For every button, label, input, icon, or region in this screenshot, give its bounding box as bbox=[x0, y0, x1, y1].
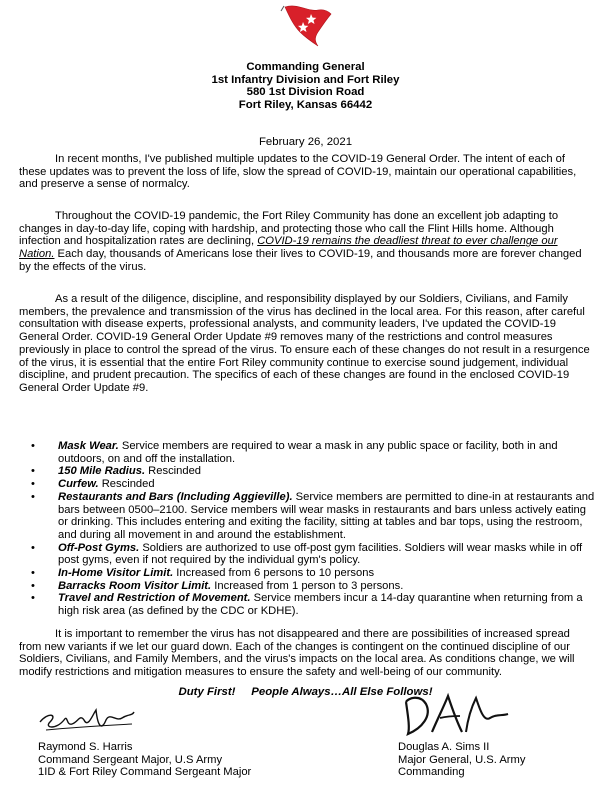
letterhead-line: 1st Infantry Division and Fort Riley bbox=[211, 73, 400, 86]
signer-name: Raymond S. Harris bbox=[38, 741, 133, 753]
item-text: Service members are required to wear a mask in any public space or facility, both in and outdoors, on and off the installation. bbox=[58, 440, 558, 465]
signature-block-right bbox=[398, 741, 525, 779]
item-label: Off-Post Gyms. bbox=[58, 541, 140, 554]
letterhead-line: Fort Riley, Kansas 66442 bbox=[238, 98, 373, 111]
bullet-glyph: • bbox=[31, 541, 35, 554]
signer-title: Commanding bbox=[398, 766, 465, 779]
list-item bbox=[19, 580, 597, 593]
signer-title: Major General, U.S. Army bbox=[398, 753, 526, 766]
motto-text: Duty First! People Always…All Else Follows! bbox=[178, 686, 433, 698]
item-text: Rescinded bbox=[145, 465, 202, 478]
item-text: Rescinded bbox=[98, 478, 155, 491]
item-label: Restaurants and Bars (Including Aggieville). bbox=[58, 490, 293, 503]
item-text: Increased from 6 persons to 10 persons bbox=[173, 567, 375, 580]
item-text: Service members incur a 14-day quarantine when returning from a high risk area (as defined by the CDC or KDHE). bbox=[58, 592, 583, 618]
signer-title: Command Sergeant Major, U.S Army bbox=[38, 753, 223, 766]
signature-block-left bbox=[38, 741, 251, 779]
item-label: Travel and Restriction of Movement. bbox=[58, 592, 251, 605]
emphasis-deadliest-threat: COVID-19 remains the deadliest threat to ever challenge our Nation. bbox=[19, 235, 558, 261]
list-item bbox=[19, 542, 597, 567]
bullet-glyph: • bbox=[31, 490, 35, 503]
letterhead-line: Commanding General bbox=[246, 61, 365, 73]
item-label: In-Home Visitor Limit. bbox=[58, 567, 174, 580]
item-label: Barracks Room Visitor Limit. bbox=[58, 579, 212, 592]
signer-title: 1ID & Fort Riley Command Sergeant Major bbox=[38, 766, 252, 779]
list-item bbox=[19, 440, 597, 465]
bullet-glyph: • bbox=[31, 440, 35, 452]
list-item bbox=[19, 478, 597, 491]
letter-date: February 26, 2021 bbox=[258, 136, 353, 148]
letterhead bbox=[0, 61, 611, 111]
paragraph-intro: In recent months, I've published multiple updates to the COVID-19 General Order. The intent of each of these updates was to prevent the loss of life, slow the spread of COVID-19, maintain our operational capabilities, and preserve a sense of normalcy. bbox=[19, 153, 577, 191]
paragraph-update: As a result of the diligence, discipline, and responsibility displayed by our Soldiers, Civilians, and Family members, the prevalence and transmission of the virus has declined in the local area. For this reason, after careful consultation with disease experts, professional analysts, and community leaders, I've updated the COVID-19 General Order. COVID-19 General Order Update #9 removes many of the restrictions and control measures previously in place to control the spread of the virus. To ensure each of these changes do not result in a resurgence of the virus, it is essential that the entire Fort Riley community continue to exercise sound judgement, individual discipline, and prudent precaution. The specifics of each of these changes are found in the enclosed COVID-19 General Order Update #9. bbox=[19, 293, 590, 394]
bullet-glyph: • bbox=[31, 579, 35, 592]
list-item bbox=[19, 465, 597, 478]
paragraph-pandemic bbox=[19, 210, 595, 274]
signer-name: Douglas A. Sims II bbox=[398, 741, 490, 753]
paragraph-closing: It is important to remember the virus has not disappeared and there are possibilities of increased spread from new variants if we let our guard down. Each of the changes is contingent on the continued discipline of our Soldiers, Civilians, and Family Members, and the virus's impacts on the local area. As conditions change, we will modify restrictions and mitigation measures to ensure the safety and well-being of our community. bbox=[19, 628, 575, 679]
item-text: Increased from 1 person to 3 persons. bbox=[211, 579, 404, 592]
item-text: Service members are permitted to dine-in at restaurants and bars between 0500–2100. Service members will wear masks in restaurants and bars unless actively eating or drinking. This includes entering and exiting the facility, sitting at tables and bar tops, using the restroom, and during all movement in and around the establishment. bbox=[58, 490, 595, 541]
bullet-glyph: • bbox=[31, 592, 35, 605]
letterhead-line: 580 1st Division Road bbox=[246, 86, 365, 99]
general-flag-icon bbox=[278, 2, 334, 50]
changes-list bbox=[19, 440, 597, 618]
motto bbox=[0, 686, 611, 698]
paragraph-pandemic-text-end: Each day, thousands of Americans lose their lives to COVID-19, and thousands more are forever changed by the effects of the virus. bbox=[19, 248, 582, 273]
item-label: Curfew. bbox=[58, 478, 99, 491]
list-item bbox=[19, 491, 597, 542]
paragraph-pandemic-text: Throughout the COVID-19 pandemic, the Fort Riley Community has done an excellent job adapting to changes in day-to-day life, coping with hardship, and protecting those who call the Flint Hills home. Although infection and hospitalization rates are declining, bbox=[19, 210, 559, 248]
bullet-glyph: • bbox=[31, 465, 35, 478]
signature-harris-icon bbox=[36, 700, 136, 740]
list-item bbox=[19, 592, 597, 617]
list-item bbox=[19, 567, 597, 580]
item-label: 150 Mile Radius. bbox=[58, 465, 146, 478]
bullet-glyph: • bbox=[31, 567, 35, 580]
bullet-glyph: • bbox=[31, 478, 35, 491]
item-label: Mask Wear. bbox=[58, 440, 119, 452]
item-text: Soldiers are authorized to use off-post gym facilities. Soldiers will wear masks while in off post gyms, even if not required by the individual gym's policy. bbox=[58, 541, 583, 567]
signature-sims-icon bbox=[398, 688, 510, 738]
